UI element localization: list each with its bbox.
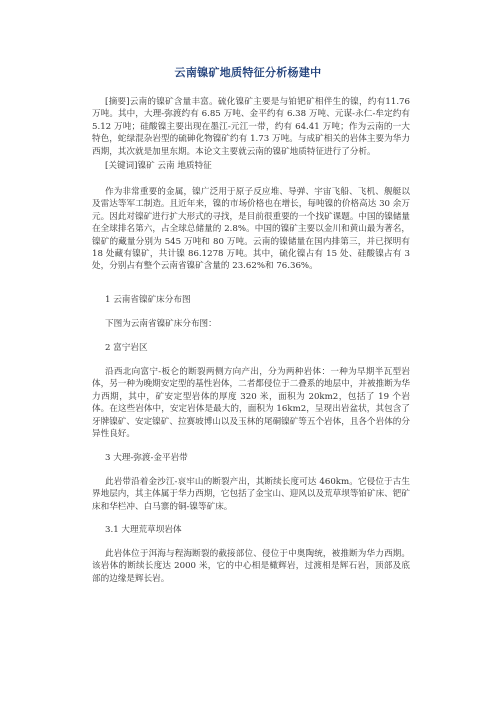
- section-3-heading: 3 大理-弥渡-金平岩带: [105, 453, 188, 463]
- section-2-text: 沿西北向富宁-板仑的断裂两侧方向产出，分为两种岩体：一种为早期半瓦型岩体，另一种为晚期安定型的基性岩体，二者都侵位于二叠系的地层中，并被推断为华力西期，其中，矿安定型岩体的厚度 320 米，面积为 20km2，包括了 19 个岩体。在这些岩体中，安定岩体是最大的，面积为 16km2，呈现出岩盆状，其包含了牙牌镍矿、安定镍矿、拉赛坡博山以及玉林的尾硐镍矿等五个岩体，且各个岩体的分异性良好。: [92, 367, 410, 440]
- section-3-1-text: 此岩体位于洱海与程海断裂的截接部位、侵位于中奥陶统，被推断为华力西期。该岩体的断续长度达 2000 米，它的中心相是橄辉岩，过渡相是辉石岩，顶部及底部的边缘是辉长岩。: [92, 549, 410, 584]
- intro-paragraph: 作为非常重要的金属，镍广泛用于原子反应堆、导弹、宇宙飞船、飞机、舰艇以及雷达等军工制造。且近年来，镍的市场价格也在增长，每吨镍的价格高达 30 余万元。因此对镍矿进行扩大形式的寻找，是目前很重要的一个找矿课题。中国的镍储量在全球排名第六，占全球总储量的 2.8%。中国的镍矿主要以金川和黄山最为著名，镍矿的藏量分别为 545 万吨和 80 万吨。云南的镍储量在国内排第三，并已探明有 18 处藏有镍矿，共计镍 86.1278 万吨。其中，硫化镍占有 15 处、硅酸镍占有 3 处，分别占有整个云南省镍矿含量的 23.62%和 76.36%。: [92, 187, 410, 272]
- abstract-paragraph: [摘要]云南的镍矿含量丰富。硫化镍矿主要是与铂钯矿相伴生的镍，约有11.76 万吨。其中，大理-弥渡约有 6.85 万吨、金平约有 6.38 万吨、元谋-永仁-牟定约有 5.12 万吨；硅酸镍主要出现在墨江-元江一带，约有 64.41 万吨；作为云南的一大特色，蛇绿混杂岩型的硫砷化物镍矿约有 1.73 万吨。与成矿相关的岩体主要为华力西期，其次就是加里东期。本论文主要就云南的镍矿地质特征进行了分析。: [92, 97, 410, 157]
- section-1-heading: 1 云南省镍矿床分布图: [105, 295, 191, 305]
- section-3-1-heading: 3.1 大理荒草坝岩体: [105, 525, 182, 535]
- section-3-text: 此岩带沿着金沙江-哀牢山的断裂产出，其断续长度可达 460km。它侵位于古生界地层内，其主体属于华力西期，它包括了金宝山、迎风以及荒草坝等铂矿床、钯矿床和华栏冲、白马寨的铜-镍等矿床。: [92, 477, 410, 512]
- section-2-heading: 2 富宁岩区: [105, 343, 148, 353]
- keywords-line: [关键词]镍矿 云南 地质特征: [105, 161, 212, 171]
- document-title: 云南镍矿地质特征分析杨建中: [174, 66, 322, 79]
- section-1-text: 下图为云南省镍矿床分布图：: [105, 319, 217, 329]
